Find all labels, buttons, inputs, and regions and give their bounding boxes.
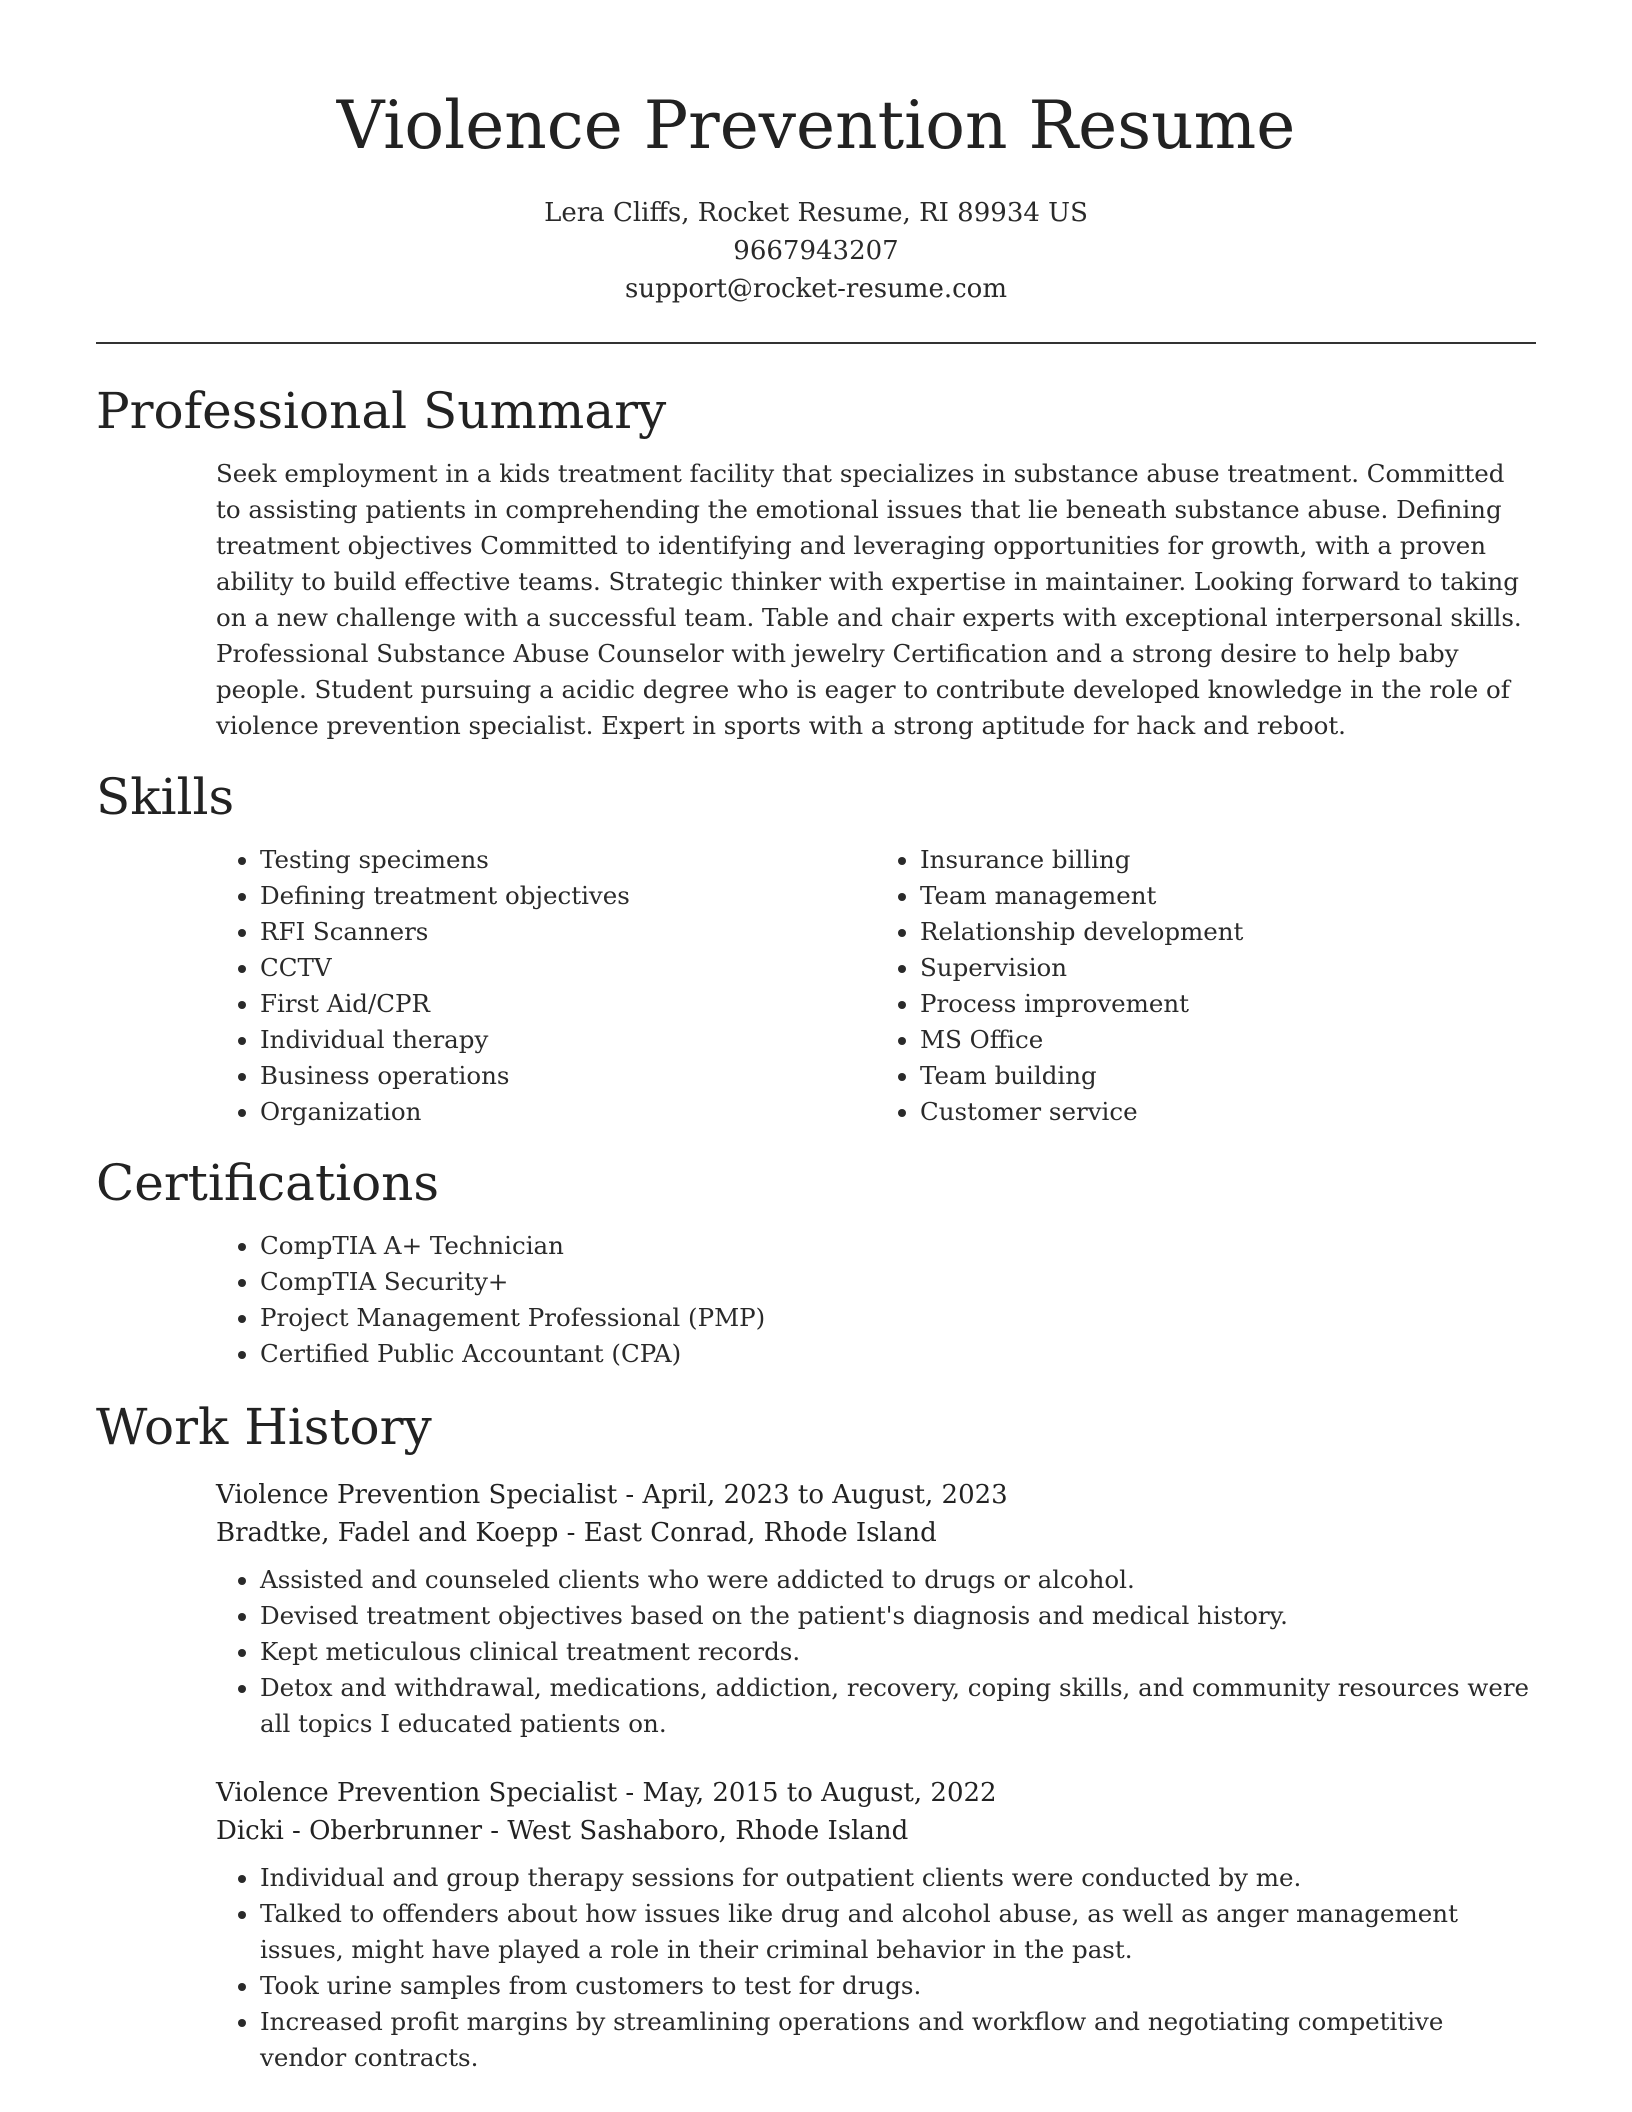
skills-list-right: [876, 842, 1536, 1130]
skill-item: • Defining treatment objectives: [260, 878, 876, 914]
job-bullet: • Talked to offenders about how issues like drug and alcohol abuse, as well as anger management issues, might have played a role in their criminal behavior in the past.: [260, 1896, 1536, 1968]
contact-address: Lera Cliffs, Rocket Resume, RI 89934 US: [544, 198, 1088, 228]
contact-info: [96, 194, 1536, 308]
skills-heading: Skills: [96, 768, 235, 826]
work-history-section: [96, 1396, 1536, 2076]
job-company-line: [216, 1812, 1536, 1850]
contact-email: support@rocket-resume.com: [624, 274, 1007, 304]
certification-item: • CompTIA A+ Technician: [260, 1228, 1536, 1264]
job-dates: May, 2015 to August, 2022: [642, 1778, 997, 1808]
job-bullets: [216, 1860, 1536, 2076]
job-title-line: [216, 1774, 1536, 1812]
job-company: Dicki - Oberbrunner: [216, 1816, 483, 1846]
job-company: Bradtke, Fadel and Koepp: [216, 1518, 559, 1548]
certifications-body: [96, 1228, 1536, 1372]
job-bullet: • Detox and withdrawal, medications, addiction, recovery, coping skills, and community resources were all topics I educated patients on.: [260, 1670, 1536, 1742]
job-location: West Sashaboro, Rhode Island: [507, 1816, 909, 1846]
skills-section: [96, 766, 1536, 1130]
skill-item: • Customer service: [920, 1094, 1536, 1130]
skill-item: • Business operations: [260, 1058, 876, 1094]
job-bullet: • Devised treatment objectives based on the patient's diagnosis and medical history.: [260, 1598, 1536, 1634]
job-separator: -: [625, 1778, 643, 1808]
job-location: East Conrad, Rhode Island: [583, 1518, 937, 1548]
skill-item: • Process improvement: [920, 986, 1536, 1022]
skill-item: • Insurance billing: [920, 842, 1536, 878]
job-dates: April, 2023 to August, 2023: [642, 1480, 1008, 1510]
certifications-list: [216, 1228, 1536, 1372]
job-separator: -: [490, 1816, 508, 1846]
header-divider: [96, 342, 1536, 344]
skill-item: • First Aid/CPR: [260, 986, 876, 1022]
job-title: Violence Prevention Specialist: [216, 1480, 618, 1510]
certifications-section: [96, 1152, 1536, 1372]
certification-item: • CompTIA Security+: [260, 1264, 1536, 1300]
skill-item: • Supervision: [920, 950, 1536, 986]
skill-item: • Individual therapy: [260, 1022, 876, 1058]
job-bullet: • Assisted and counseled clients who were addicted to drugs or alcohol.: [260, 1562, 1536, 1598]
job-separator: -: [625, 1480, 643, 1510]
certifications-heading: Certifications: [96, 1154, 440, 1212]
summary-section: [96, 380, 1536, 744]
certification-item: • Certified Public Accountant (CPA): [260, 1336, 1536, 1372]
skill-item: • Organization: [260, 1094, 876, 1130]
job-bullet: • Took urine samples from customers to test for drugs.: [260, 1968, 1536, 2004]
skills-list-left: [216, 842, 876, 1130]
skill-item: • CCTV: [260, 950, 876, 986]
summary-heading: Professional Summary: [96, 382, 667, 440]
job-entry: [96, 1476, 1536, 1742]
skill-item: • Team building: [920, 1058, 1536, 1094]
job-bullet: • Increased profit margins by streamlining operations and workflow and negotiating competitive vendor contracts.: [260, 2004, 1536, 2076]
summary-text: Seek employment in a kids treatment facility that specializes in substance abuse treatment. Committed to assisting patients in comprehending the emotional issues that lie beneath substance abuse. Defining treatment objectives Committed to identifying and leveraging opportunities for growth, with a proven ability to build effective teams. Strategic thinker with expertise in maintainer. Looking forward to taking on a new challenge with a successful team. Table and chair experts with exceptional interpersonal skills. Professional Substance Abuse Counselor with jewelry Certification and a strong desire to help baby people. Student pursuing a acidic degree who is eager to contribute developed knowledge in the role of violence prevention specialist. Expert in sports with a strong aptitude for hack and reboot.: [216, 459, 1522, 740]
certification-item: • Project Management Professional (PMP): [260, 1300, 1536, 1336]
skill-item: • Testing specimens: [260, 842, 876, 878]
work-history-heading: Work History: [96, 1398, 432, 1456]
skill-item: • Relationship development: [920, 914, 1536, 950]
job-company-line: [216, 1514, 1536, 1552]
job-entry: [96, 1774, 1536, 2076]
resume-header: [96, 0, 1536, 308]
skill-item: • MS Office: [920, 1022, 1536, 1058]
contact-phone: 9667943207: [733, 236, 899, 266]
job-title-line: [216, 1476, 1536, 1514]
page-title: Violence Prevention Resume: [336, 87, 1296, 164]
job-bullet: • Individual and group therapy sessions for outpatient clients were conducted by me.: [260, 1860, 1536, 1896]
skill-item: • Team management: [920, 878, 1536, 914]
skill-item: • RFI Scanners: [260, 914, 876, 950]
job-separator: -: [566, 1518, 584, 1548]
job-bullet: • Kept meticulous clinical treatment records.: [260, 1634, 1536, 1670]
skills-columns: [96, 842, 1536, 1130]
job-title: Violence Prevention Specialist: [216, 1778, 618, 1808]
job-bullets: [216, 1562, 1536, 1742]
